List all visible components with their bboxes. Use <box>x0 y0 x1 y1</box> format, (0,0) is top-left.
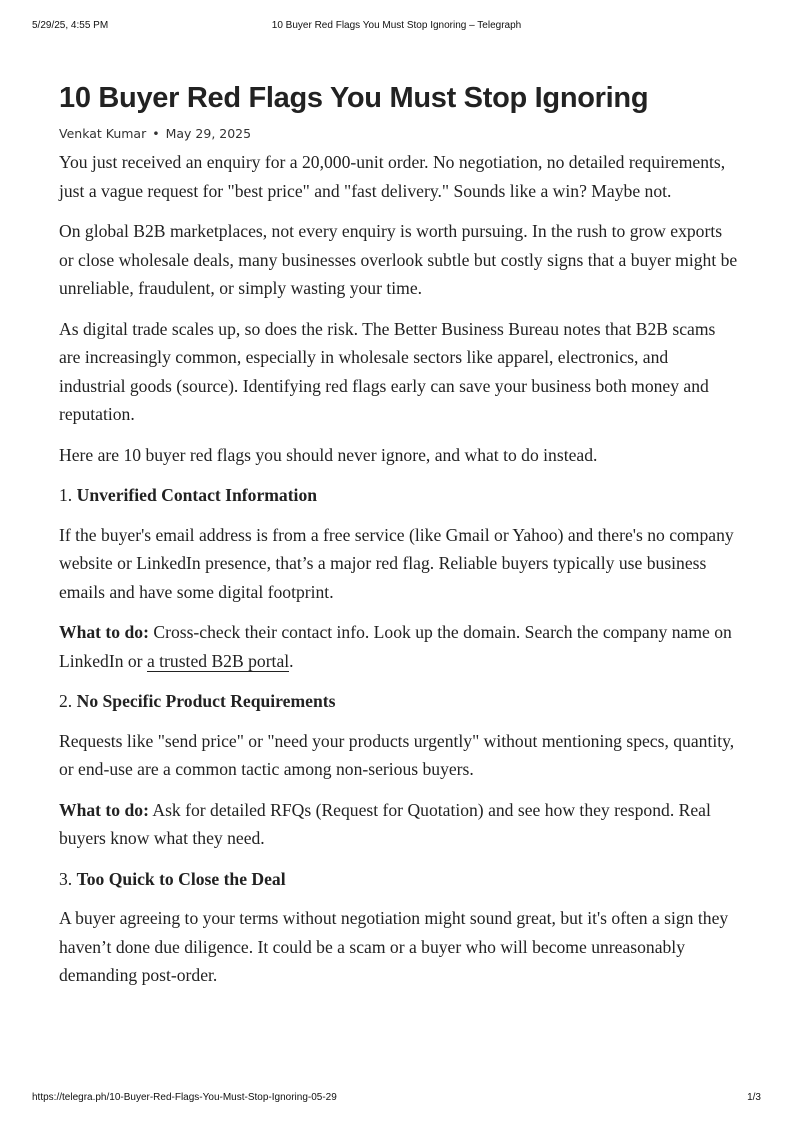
section-heading <box>59 481 739 510</box>
print-datetime: 5/29/25, 4:55 PM <box>32 20 109 31</box>
section-title: Unverified Contact Information <box>76 485 318 505</box>
todo-label: What to do: <box>59 799 149 820</box>
todo-paragraph <box>59 618 739 675</box>
section-heading <box>59 687 739 716</box>
todo-paragraph <box>59 796 739 853</box>
intro-paragraph: On global B2B marketplaces, not every enquiry is worth pursuing. In the rush to grow exports or close wholesale deals, many businesses overlook subtle but costly signs that a buyer might be unreliable, fraudulent, or simply wasting your time. <box>59 221 738 298</box>
section-heading <box>59 865 739 894</box>
todo-label: What to do: <box>59 622 149 642</box>
intro-paragraph: You just received an enquiry for a 20,000-unit order. No negotiation, no detailed requirements, just a vague request for "best price" and "fast delivery." Sounds like a win? Maybe not. <box>59 152 726 201</box>
author-name: Venkat Kumar <box>59 126 147 141</box>
section-paragraph: If the buyer's email address is from a free service (like Gmail or Yahoo) and there's no company website or LinkedIn presence, that’s a major red flag. Reliable buyers typically use business emails and have some digital footprint. <box>59 524 734 602</box>
b2b-portal-link[interactable]: a trusted B2B portal <box>146 650 290 671</box>
section-number: 2. <box>59 691 73 711</box>
todo-end: . <box>289 650 294 671</box>
article-body <box>59 148 739 990</box>
print-url: https://telegra.ph/10-Buyer-Red-Flags-You-Must-Stop-Ignoring-05-29 <box>32 1092 337 1103</box>
section-paragraph: A buyer agreeing to your terms without negotiation might sound great, but it's often a sign they haven’t done due diligence. It could be a scam or a buyer who will become unreasonably demanding post-order. <box>59 908 729 985</box>
print-footer <box>32 1092 761 1106</box>
section-number: 1. <box>59 485 73 505</box>
intro-paragraph: Here are 10 buyer red flags you should never ignore, and what to do instead. <box>59 444 598 465</box>
publish-date: May 29, 2025 <box>165 126 252 141</box>
article <box>59 78 739 1002</box>
intro-paragraph: As digital trade scales up, so does the risk. The Better Business Bureau notes that B2B scams are increasingly common, especially in wholesale sectors like apparel, electronics, and industrial goods (source). Identifying red flags early can save your business both money and reputation. <box>59 318 716 424</box>
section-title: Too Quick to Close the Deal <box>76 868 286 889</box>
todo-text: Ask for detailed RFQs (Request for Quotation) and see how they respond. Real buyers know what they need. <box>59 799 711 848</box>
print-header <box>32 20 761 34</box>
section-title: No Specific Product Requirements <box>76 691 336 711</box>
todo-text: Cross-check their contact info. Look up the domain. Search the company name on LinkedIn or <box>59 622 732 671</box>
page-number: 1/3 <box>747 1092 761 1103</box>
section-number: 3. <box>59 868 73 889</box>
byline-separator: • <box>152 126 160 141</box>
byline <box>59 125 739 143</box>
print-doc-title: 10 Buyer Red Flags You Must Stop Ignoring – Telegraph <box>271 20 522 31</box>
section-paragraph: Requests like "send price" or "need your products urgently" without mentioning specs, quantity, or end-use are a common tactic among non-serious buyers. <box>59 730 735 779</box>
article-title: 10 Buyer Red Flags You Must Stop Ignoring <box>59 82 649 114</box>
